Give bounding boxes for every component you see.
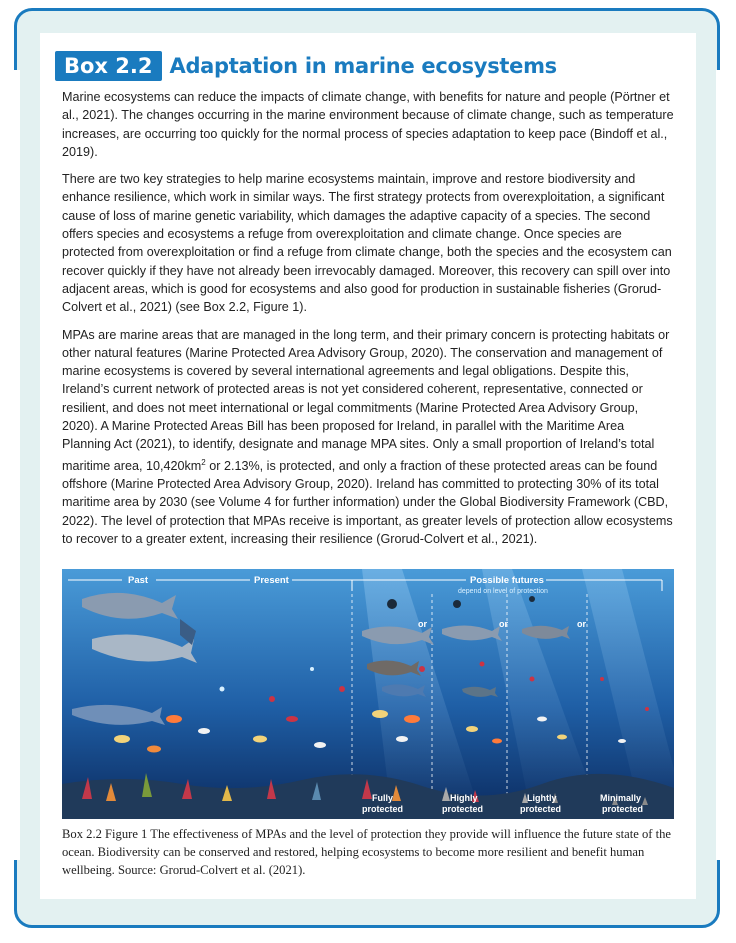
zone-label-2-line1: Highly	[450, 793, 478, 803]
zone-label-4-line1: Minimally	[600, 793, 642, 803]
zone-label-3-line1: Lightly	[527, 793, 557, 803]
zone-label-1-line1: Fully	[372, 793, 394, 803]
or-label-3: or	[577, 619, 586, 629]
paragraph-3: MPAs are marine areas that are managed in the long term, and their primary concern is protecting habitats or other natural features (Marine Protected Area Advisory Group, 2020). The conservation and management of marine ecosystems is covered by several international agreements and legal obligations. Despite this, Ireland’s current network of protected areas is not yet considered coherent, representative, connected or resilient, and does not meet international or legal commitments (Marine Protected Area Advisory Group, 2020). A Marine Protected Areas Bill has been proposed for Ireland, in parallel with the Maritime Area Planning Act (2021), to identify, designate and manage MPA sites. Only a small proportion of Ireland’s total maritime area, $10,420km^2$ or 2.13%, is protected, and only a fraction of these protected areas can be found offshore (Marine Protected Area Advisory Group, 2020). Ireland has committed to protecting 30% of its total maritime area by 2030 (see Volume 4 for further information) under the Global Biodiversity Framework (CBD, 2022). The level of protection that MPAs receive is important, as greater levels of protection allow ecosystems to recover to a greater extent, increasing their resilience (Grorud-Colvert et al., 2021).	[62, 327, 673, 547]
box-title: Adaptation in marine ecosystems	[169, 54, 557, 78]
zone-label-2-line2: protected	[442, 804, 484, 814]
box-number: Box 2.2	[55, 51, 162, 81]
zone-label-1-line2: protected	[362, 804, 404, 814]
paragraph-2: There are two key strategies to help marine ecosystems maintain, improve and restore biodiversity and enhance resilience, which work in similar ways. The first strategy protects from overexploitation, a significant cause of loss of marine genetic variability, which damages the adaptive capacity of a species. The second offers species and ecosystems a refuge from overexploitation and climate change. Once species are protected from overexploitation or find a refuge from climate change, both the species and the ecosystem can recover quickly if they have not already been irrevocably damaged. Moreover, this recovery can spill over into adjacent areas, which is good for ecosystems and also good for production in sustainable fisheries (Grorud-Colvert et al., 2021) (see Box 2.2, Figure 1).	[62, 172, 672, 315]
timeline-futures: Possible futures	[470, 575, 544, 586]
timeline-futures-sub: depend on level of protection	[458, 588, 548, 595]
figure-caption: Box 2.2 Figure 1 The effectiveness of MPAs and the level of protection they provide will influence the future state of the ocean. Biodiversity can be conserved and restored, helping ecosystems to become more resilient and benefit human wellbeing. Source: Grorud-Colvert et al. (2021).	[62, 827, 672, 877]
zone-label-4-line2: protected	[602, 804, 644, 814]
ocean-svg	[62, 569, 674, 819]
frame-gap-left	[0, 70, 20, 860]
box-header	[55, 51, 557, 81]
box-body	[62, 88, 676, 557]
timeline-present: Present	[254, 575, 289, 586]
paragraph-1: Marine ecosystems can reduce the impacts of climate change, with benefits for nature and people (Pörtner et al., 2021). The changes occurring in the marine environment because of climate change, such as temperature increases, are occurring too quickly for the normal process of species adaptation to keep pace (Bindoff et al., 2019).	[62, 90, 674, 159]
ocean-illustration	[62, 569, 674, 819]
zone-label-3-line2: protected	[520, 804, 562, 814]
or-label-1: or	[418, 619, 427, 629]
timeline-past: Past	[128, 575, 149, 586]
frame-gap-right	[716, 70, 736, 860]
or-label-2: or	[499, 619, 508, 629]
